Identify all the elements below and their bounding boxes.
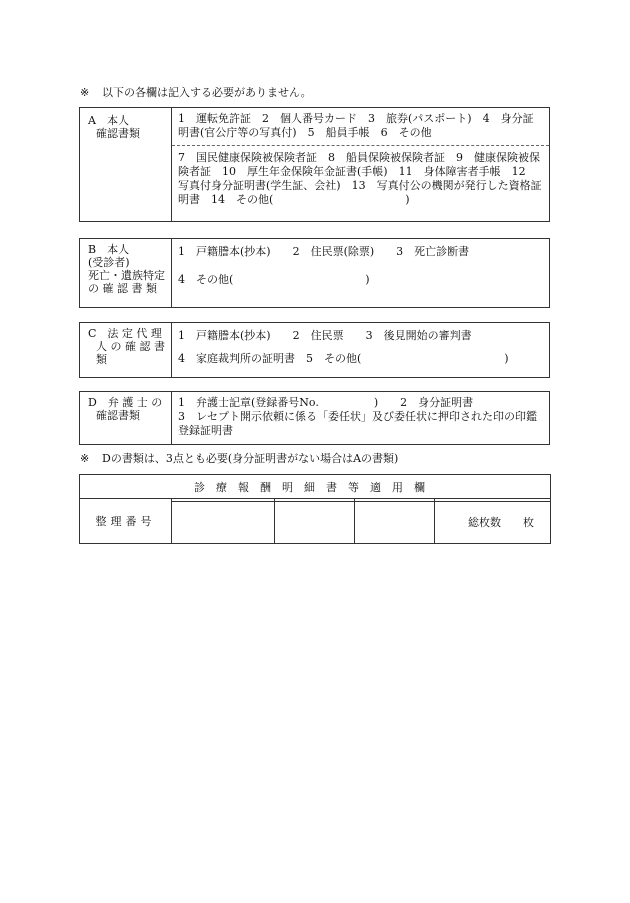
- section-d-label-line1: D 弁 護 士 の: [88, 396, 163, 409]
- section-c-label-line2: 人 の 確 認 書: [96, 340, 165, 353]
- section-c-box: [79, 322, 550, 378]
- section-a-label-line2: 確認書類: [96, 127, 140, 140]
- section-b-label-line3: 死亡・遺族特定: [88, 269, 165, 282]
- section-d-content: [172, 392, 549, 444]
- section-b-label: [80, 239, 172, 307]
- section-a-content: [172, 108, 549, 221]
- section-a-label: [80, 108, 172, 221]
- section-c-item-row1: 1 戸籍謄本(抄本) 2 住民票 3 後見開始の審判書: [178, 329, 472, 342]
- section-a-items-part2: 7 国民健康保険被保険者証 8 船員保険被保険者証 9 健康保険被保険者証 10 厚生年金保険年金証書(手帳) 11 身体障害者手帳 12 写真付身分証明書(学生証、会社) 13 写真付公の機関が発行した資格証明書 14 その他( ): [178, 151, 542, 206]
- section-c-label-line1: C 法 定 代 理: [88, 327, 162, 340]
- row-label-cell: 整理番号: [80, 499, 172, 544]
- section-b-content: [172, 239, 549, 307]
- section-b-box: [79, 238, 550, 308]
- section-a-items-part1: 1 運転免許証 2 個人番号カード 3 旅券(パスポート) 4 身分証明書(官公庁等の写真付) 5 船員手帳 6 その他: [178, 112, 534, 139]
- number-cell-2a[interactable]: [172, 501, 275, 544]
- section-b-item-row2: 4 その他( ): [178, 273, 370, 286]
- notice-line: [80, 86, 312, 100]
- number-cell-2b[interactable]: [275, 501, 355, 544]
- total-sheets-cell: 総枚数 枚: [435, 501, 551, 544]
- section-c-item-row2: 4 家庭裁判所の証明書 5 その他( ): [178, 352, 509, 365]
- section-c-content: [172, 323, 549, 377]
- section-d-label-line2: 確認書類: [96, 409, 140, 422]
- section-d-item-row2: 3 レセプト開示依頼に係る「委任状」及び委任状に押印された印の印鑑登録証明書: [178, 410, 537, 437]
- section-d-item-row1: 1 弁護士記章(登録番号No. ) 2 身分証明書: [178, 396, 474, 409]
- table-title: 診療報酬明細書等適用欄: [80, 475, 551, 499]
- section-a-label-line1: A 本人: [88, 114, 129, 127]
- section-c-label-line3: 類: [96, 353, 107, 366]
- section-b-label-line2: (受診者): [88, 256, 130, 269]
- section-b-label-line4: の 確 認 書 類: [88, 282, 157, 295]
- section-d-note-text: Dの書類は、3点とも必要(身分証明書がない場合はAの書類): [102, 452, 399, 465]
- notice-mark: ※: [80, 86, 90, 99]
- section-b-item-row1: 1 戸籍謄本(抄本) 2 住民票(除票) 3 死亡診断書: [178, 245, 470, 258]
- section-a-dashed-divider: [172, 145, 549, 146]
- section-d-note: [80, 452, 398, 466]
- section-c-label: [80, 323, 172, 377]
- number-cell-2c[interactable]: [355, 501, 435, 544]
- notice-text: 以下の各欄は記入する必要がありません。: [102, 86, 312, 99]
- section-a-box: [79, 107, 550, 222]
- section-b-label-line1: B 本人: [88, 243, 130, 256]
- section-d-label: [80, 392, 172, 444]
- reference-table: [79, 474, 551, 544]
- section-d-note-mark: ※: [80, 452, 90, 465]
- section-d-box: [79, 391, 550, 445]
